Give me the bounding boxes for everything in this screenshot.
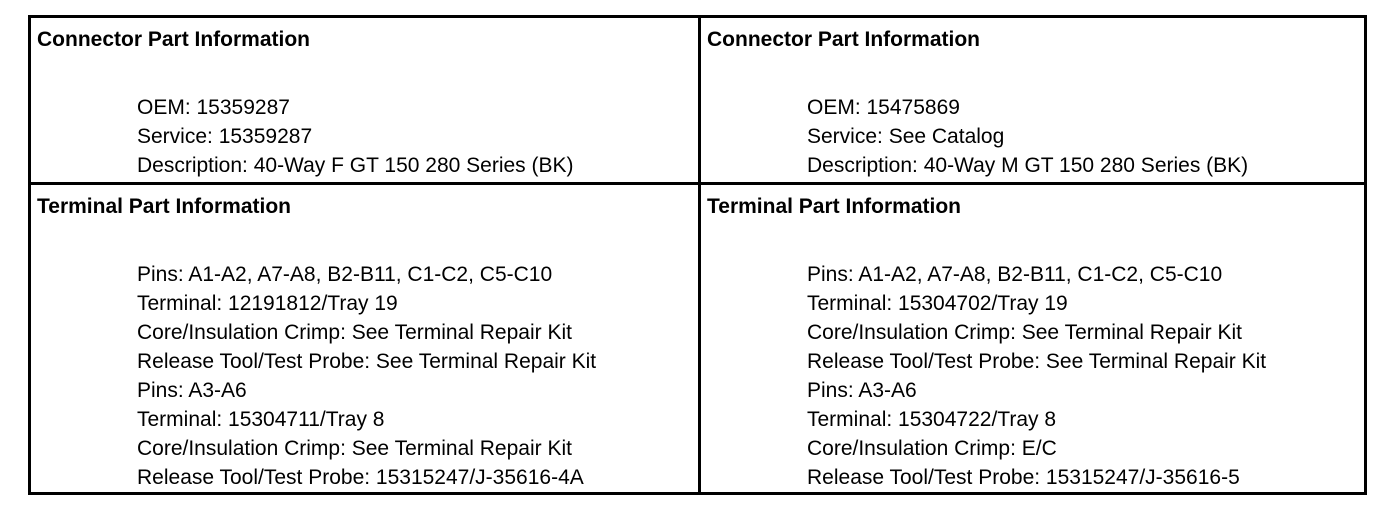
text-line: Pins: A1-A2, A7-A8, B2-B11, C1-C2, C5-C10 [807, 263, 1223, 286]
text-line: Core/Insulation Crimp: See Terminal Repair Kit [137, 321, 572, 344]
connector-info-table [28, 15, 1367, 495]
terminal-info-right-title: Terminal Part Information [707, 195, 961, 218]
text-line: Release Tool/Test Probe: 15315247/J-35616-4A [137, 466, 584, 489]
text-line: Pins: A3-A6 [807, 379, 917, 402]
text-line: Core/Insulation Crimp: See Terminal Repair Kit [137, 437, 572, 460]
text-line: Pins: A3-A6 [137, 379, 247, 402]
terminal-info-right-lines [807, 260, 1266, 492]
text-line: Core/Insulation Crimp: E/C [807, 437, 1057, 460]
connector-info-right-cell [701, 18, 1364, 185]
text-line: Release Tool/Test Probe: 15315247/J-35616-5 [807, 466, 1240, 489]
text-line: Core/Insulation Crimp: See Terminal Repair Kit [807, 321, 1242, 344]
text-line: Service: See Catalog [807, 125, 1005, 148]
text-line: Release Tool/Test Probe: See Terminal Repair Kit [137, 350, 597, 373]
text-line: Description: 40-Way M GT 150 280 Series (BK) [807, 154, 1249, 177]
terminal-info-left-title: Terminal Part Information [37, 195, 291, 218]
text-line: Description: 40-Way F GT 150 280 Series (BK) [137, 154, 574, 177]
connector-info-right-lines [807, 93, 1248, 180]
text-line: Service: 15359287 [137, 125, 313, 148]
text-line: Terminal: 15304702/Tray 19 [807, 292, 1068, 315]
connector-info-left-title: Connector Part Information [37, 28, 311, 51]
text-line: Terminal: 15304722/Tray 8 [807, 408, 1057, 431]
terminal-info-left-lines [137, 260, 596, 492]
text-line: OEM: 15475869 [807, 96, 960, 119]
text-line: Terminal: 15304711/Tray 8 [137, 408, 385, 431]
text-line: Release Tool/Test Probe: See Terminal Repair Kit [807, 350, 1267, 373]
text-line: OEM: 15359287 [137, 96, 290, 119]
connector-info-left-cell [31, 18, 701, 185]
terminal-info-left-cell [31, 185, 701, 492]
connector-info-left-lines [137, 93, 574, 180]
text-line: Terminal: 12191812/Tray 19 [137, 292, 398, 315]
connector-info-right-title: Connector Part Information [707, 28, 981, 51]
terminal-info-right-cell [701, 185, 1364, 492]
text-line: Pins: A1-A2, A7-A8, B2-B11, C1-C2, C5-C10 [137, 263, 553, 286]
